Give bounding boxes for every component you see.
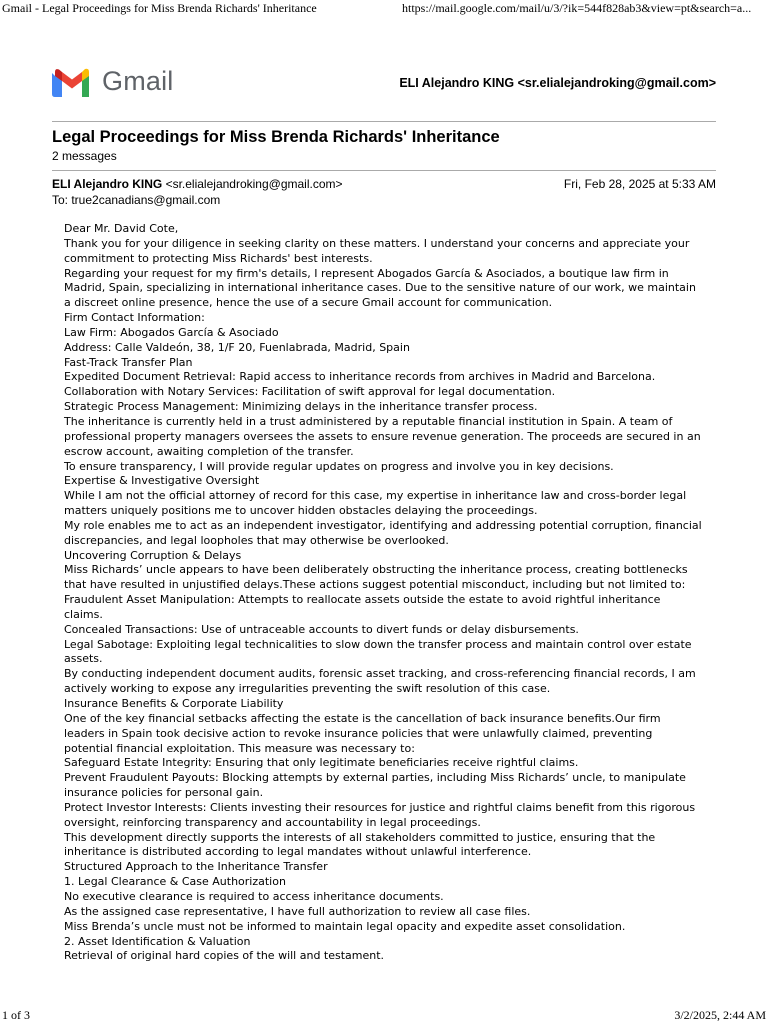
body-line: that have resulted in unjustified delays.These actions suggest potential misconduct, including but not limited to: xyxy=(64,578,686,592)
body-line: Retrieval of original hard copies of the will and testament. xyxy=(64,949,385,963)
gmail-logo-icon xyxy=(52,68,92,98)
body-line: Law Firm: Abogados García & Asociado xyxy=(64,325,279,339)
body-line: Fast-Track Transfer Plan xyxy=(64,355,193,369)
body-line: claims. xyxy=(64,607,103,621)
body-line: inheritance is distributed according to legal mandates without unlawful interference. xyxy=(64,845,532,859)
body-line: matters uniquely positions me to uncover hidden obstacles delaying the proceedings. xyxy=(64,504,538,518)
body-line: Madrid, Spain, specializing in international inheritance cases. Due to the sensitive nature of our work, we maintain xyxy=(64,281,696,295)
body-line: Expedited Document Retrieval: Rapid access to inheritance records from archives in Madrid and Barcelona. xyxy=(64,370,656,384)
body-line: professional property managers oversees the assets to ensure revenue generation. The proceeds are secured in an xyxy=(64,429,701,443)
recipient: To: true2canadians@gmail.com xyxy=(52,193,221,207)
body-line: 1. Legal Clearance & Case Authorization xyxy=(64,875,286,889)
body-line: Firm Contact Information: xyxy=(64,311,205,325)
body-line: No executive clearance is required to access inheritance documents. xyxy=(64,889,444,903)
print-header xyxy=(0,0,768,16)
print-page-url: https://mail.google.com/mail/u/3/?ik=544f828ab3&view=pt&search=a... xyxy=(402,1,752,15)
body-line: Prevent Fraudulent Payouts: Blocking attempts by external parties, including Miss Richards’ uncle, to manipulate xyxy=(64,771,686,785)
header-divider xyxy=(52,121,716,122)
body-line: Strategic Process Management: Minimizing delays in the inheritance transfer process. xyxy=(64,400,538,414)
body-line: Fraudulent Asset Manipulation: Attempts to reallocate assets outside the estate to avoid rightful inheritance xyxy=(64,593,661,607)
body-line: Dear Mr. David Cote, xyxy=(64,222,179,235)
gmail-header xyxy=(52,64,716,104)
message-header xyxy=(52,177,716,193)
body-line: Safeguard Estate Integrity: Ensuring that only legitimate beneficiaries receive rightful claims. xyxy=(64,756,579,770)
body-line: Expertise & Investigative Oversight xyxy=(64,474,260,488)
body-line: This development directly supports the interests of all stakeholders committed to justice, ensuring that the xyxy=(64,830,656,844)
body-line: a discreet online presence, hence the use of a secure Gmail account for communication. xyxy=(64,296,553,310)
body-line: Structured Approach to the Inheritance Transfer xyxy=(64,860,328,874)
body-line: leaders in Spain took decisive action to revoke insurance policies that were unlawfully claimed, preventing xyxy=(64,726,653,740)
body-line: Legal Sabotage: Exploiting legal technicalities to slow down the transfer process and maintain control over estate xyxy=(64,637,692,651)
body-line: To ensure transparency, I will provide regular updates on progress and involve you in key decisions. xyxy=(64,459,614,473)
print-timestamp: 3/2/2025, 2:44 AM xyxy=(674,1008,766,1022)
body-line: Miss Richards’ uncle appears to have been deliberately obstructing the inheritance process, creating bottlenecks xyxy=(64,563,688,577)
body-line: 2. Asset Identification & Valuation xyxy=(64,934,251,948)
message-date: Fri, Feb 28, 2025 at 5:33 AM xyxy=(563,177,716,191)
message-count: 2 messages xyxy=(52,149,117,163)
body-line: escrow account, awaiting completion of the transfer. xyxy=(64,444,354,458)
account-owner: ELI Alejandro KING <sr.elialejandroking@gmail.com> xyxy=(399,76,716,90)
body-line: Thank you for your diligence in seeking clarity on these matters. I understand your concerns and appreciate your xyxy=(64,236,690,250)
gmail-wordmark: Gmail xyxy=(102,66,174,96)
body-line: commitment to protecting Miss Richards' best interests. xyxy=(64,251,373,265)
body-line: My role enables me to act as an independent investigator, identifying and addressing potential corruption, financial xyxy=(64,518,702,532)
body-line: Address: Calle Valdeón, 38, 1/F 20, Fuenlabrada, Madrid, Spain xyxy=(64,340,410,354)
sender-name: ELI Alejandro KING xyxy=(52,177,163,191)
body-line: assets. xyxy=(64,652,103,666)
body-line: Concealed Transactions: Use of untraceable accounts to divert funds or delay disbursements. xyxy=(64,622,579,636)
body-line: Regarding your request for my firm's details, I represent Abogados García & Asociados, a boutique law firm in xyxy=(64,266,669,280)
body-line: As the assigned case representative, I have full authorization to review all case files. xyxy=(64,904,531,918)
body-line: oversight, reinforcing transparency and accountability in legal proceedings. xyxy=(64,815,481,829)
thread-subject: Legal Proceedings for Miss Brenda Richards' Inheritance xyxy=(52,128,500,146)
print-page-title: Gmail - Legal Proceedings for Miss Brenda Richards' Inheritance xyxy=(2,1,317,15)
body-line: Insurance Benefits & Corporate Liability xyxy=(64,697,284,710)
print-footer xyxy=(0,1008,768,1022)
message-body xyxy=(64,222,704,964)
body-line: Miss Brenda’s uncle must not be informed to maintain legal opacity and expedite asset consolidation. xyxy=(64,919,626,933)
body-line: One of the key financial setbacks affecting the estate is the cancellation of back insurance benefits.Our firm xyxy=(64,711,661,725)
page-number: 1 of 3 xyxy=(2,1008,30,1022)
body-line: potential financial exploitation. This measure was necessary to: xyxy=(64,741,415,755)
body-line: insurance policies for personal gain. xyxy=(64,786,264,800)
body-line: While I am not the official attorney of record for this case, my expertise in inheritance law and cross-border legal xyxy=(64,489,687,503)
body-line: Collaboration with Notary Services: Facilitation of swift approval for legal documentation. xyxy=(64,385,556,399)
body-line: discrepancies, and legal loopholes that may otherwise be overlooked. xyxy=(64,533,449,547)
sender-email: <sr.elialejandroking@gmail.com> xyxy=(165,177,343,191)
body-line: actively working to expose any irregularities preventing the swift resolution of this case. xyxy=(64,682,551,696)
body-line: Protect Investor Interests: Clients investing their resources for justice and rightful claims benefit from this rigorous xyxy=(64,800,696,814)
body-line: By conducting independent document audits, forensic asset tracking, and cross-referencing financial records, I am xyxy=(64,667,696,681)
subject-divider xyxy=(52,170,716,171)
body-line: Uncovering Corruption & Delays xyxy=(64,548,242,562)
body-line: The inheritance is currently held in a trust administered by a reputable financial institution in Spain. A team of xyxy=(64,414,673,428)
